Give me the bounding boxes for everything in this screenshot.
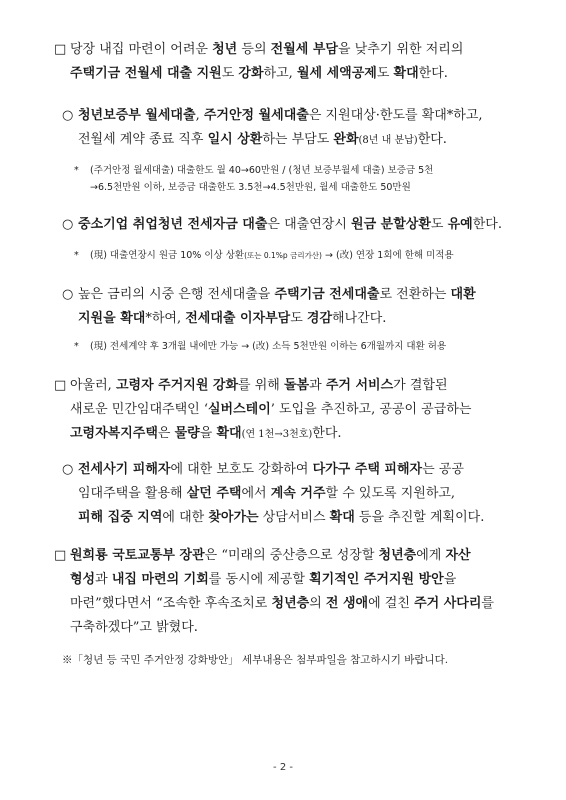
text-line: * (現) 전세계약 후 3개월 내에만 가능 → (改) 소득 5천만원 이하는 6개월까지 대환 허용 xyxy=(74,338,524,355)
text-line: ○ 중소기업 취업청년 전세자금 대출은 대출연장시 원금 분할상환도 유예한다. xyxy=(62,213,524,237)
paragraph-sme-youth-loan xyxy=(62,213,524,237)
circle-bullet-icon: ○ xyxy=(62,217,74,232)
text-line: * (現) 대출연장시 원금 10% 이상 상환(또는 0.1%p 금리가산) → (改) 연장 1회에 한해 미적용 xyxy=(74,247,524,264)
text-line: □ 원희룡 국토교통부 장관은 “미래의 중산층으로 성장할 청년층에게 자산 xyxy=(54,544,524,568)
text-line: □ 당장 내집 마련이 어려운 청년 등의 전월세 부담을 낮추기 위한 저리의 xyxy=(54,38,524,62)
paragraph-jeonse-fraud-support xyxy=(62,458,524,530)
text-line: 새로운 민간임대주택인 ‘실버스테이’ 도입을 추진하고, 공공이 공급하는 xyxy=(70,402,472,417)
text-line: 주택기금 전월세 대출 지원도 강화하고, 월세 세액공제도 확대한다. xyxy=(70,66,448,81)
paragraph-refinance-support xyxy=(62,283,524,331)
text-line: ○ 높은 금리의 시중 은행 전세대출을 주택기금 전세대출로 전환하는 대환 xyxy=(62,283,524,307)
circle-bullet-icon: ○ xyxy=(62,462,74,477)
text-line: 형성과 내집 마련의 기회를 동시에 제공할 획기적인 주거지원 방안을 xyxy=(70,572,457,587)
text-line: 임대주택을 활용해 살던 주택에서 계속 거주할 수 있도록 지원하고, xyxy=(78,486,456,501)
text-line: 전월세 계약 종료 직후 일시 상환하는 부담도 완화(8년 내 분납)한다. xyxy=(78,132,447,147)
paragraph-elderly-housing xyxy=(54,374,524,447)
text-line: 구축하겠다”고 밝혔다. xyxy=(70,620,198,635)
paragraph-monthly-rent-loan xyxy=(62,104,524,153)
note-monthly-rent-limits xyxy=(74,162,524,196)
text-line: ○ 청년보증부 월세대출, 주거안정 월세대출은 지원대상·한도를 확대*하고, xyxy=(62,104,524,128)
asterisk-note-icon: * xyxy=(74,165,79,176)
reference-mark-icon: ※ xyxy=(62,654,73,666)
note-refinance-period xyxy=(74,338,524,355)
text-line: 고령자복지주택은 물량을 확대(연 1천→3천호)한다. xyxy=(70,426,342,441)
text-line: * (주거안정 월세대출) 대출한도 월 40→60만원 / (청년 보증부월세 대출) 보증금 5천 xyxy=(74,162,524,179)
footnote-attachment-reference xyxy=(62,652,524,668)
text-line: 마련”했다면서 “조속한 후속조치로 청년층의 전 생애에 걸친 주거 사다리를 xyxy=(70,596,494,611)
square-bullet-icon: □ xyxy=(54,42,67,57)
paragraph-minister-quote xyxy=(54,544,524,640)
note-loan-extension xyxy=(74,247,524,264)
asterisk-note-icon: * xyxy=(74,250,79,261)
circle-bullet-icon: ○ xyxy=(62,287,74,302)
square-bullet-icon: □ xyxy=(54,548,67,563)
text-line: ※「청년 등 국민 주거안정 강화방안」 세부내용은 첨부파일을 참고하시기 바랍니다. xyxy=(62,654,449,666)
page-number: - 2 - xyxy=(273,762,293,773)
text-line: 피해 집중 지역에 대한 찾아가는 상담서비스 확대 등을 추진할 계획이다. xyxy=(78,510,485,525)
text-line: ○ 전세사기 피해자에 대한 보호도 강화하여 다가구 주택 피해자는 공공 xyxy=(62,458,524,482)
circle-bullet-icon: ○ xyxy=(62,108,74,123)
asterisk-note-icon: * xyxy=(74,341,79,352)
text-line: □ 아울러, 고령자 주거지원 강화를 위해 돌봄과 주거 서비스가 결합된 xyxy=(54,374,524,398)
paragraph-youth-rent-support xyxy=(54,38,524,86)
square-bullet-icon: □ xyxy=(54,378,67,393)
text-line: 지원을 확대*하여, 전세대출 이자부담도 경감해나간다. xyxy=(78,311,387,326)
text-line: →6.5천만원 이하, 보증금 대출한도 3.5천→4.5천만원, 월세 대출한도 50만원 xyxy=(90,182,411,193)
